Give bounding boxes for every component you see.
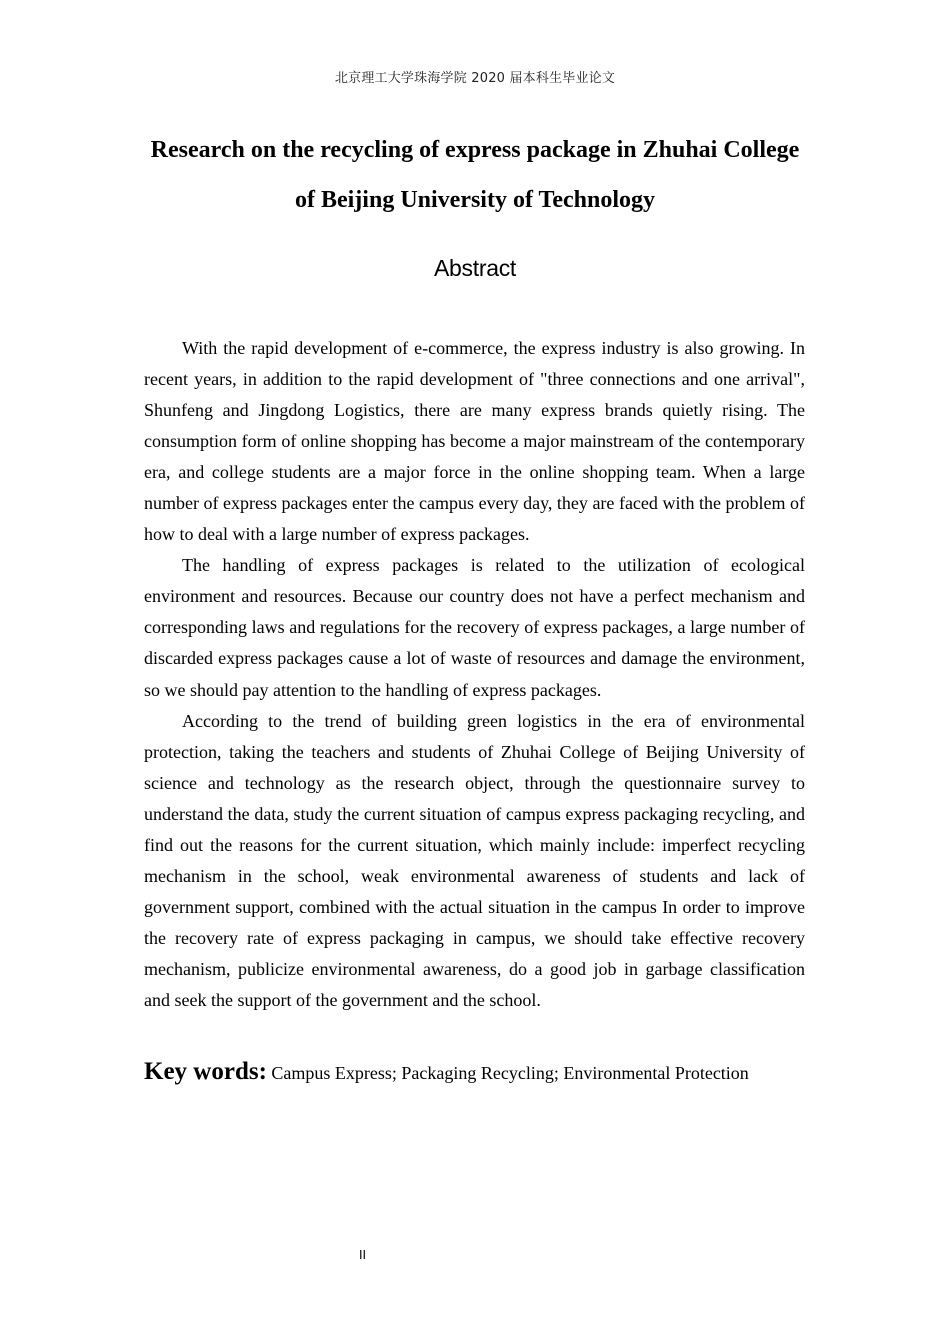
keywords-label: Key words: bbox=[144, 1058, 267, 1085]
keywords-line bbox=[144, 1058, 844, 1086]
keywords-value: Campus Express; Packaging Recycling; Environmental Protection bbox=[266, 1063, 749, 1083]
abstract-body bbox=[144, 333, 805, 1016]
paper-title-line-1: Research on the recycling of express package in Zhuhai College bbox=[150, 137, 800, 163]
page-number: II bbox=[359, 1248, 367, 1262]
abstract-paragraph-2: The handling of express packages is related to the utilization of ecological environment and resources. Because our country does not have a perfect mechanism and corresponding laws and regulations for the recovery of express packages, a large number of discarded express packages cause a lot of waste of resources and damage the environment, so we should pay attention to the handling of express packages. bbox=[144, 555, 805, 700]
paper-title-line-2: of Beijing University of Technology bbox=[294, 187, 655, 213]
abstract-paragraph-3: According to the trend of building green logistics in the era of environmental protection, taking the teachers and students of Zhuhai College of Beijing University of science and technology as the research object, through the questionnaire survey to understand the data, study the current situation of campus express packaging recycling, and find out the reasons for the current situation, which mainly include: imperfect recycling mechanism in the school, weak environmental awareness of students and lack of government support, combined with the actual situation in the campus In order to improve the recovery rate of express packaging in campus, we should take effective recovery mechanism, publicize environmental awareness, do a good job in garbage classification and seek the support of the government and the school. bbox=[144, 710, 805, 1010]
abstract-heading: Abstract bbox=[434, 255, 516, 281]
running-header: 北京理工大学珠海学院 2020 届本科生毕业论文 bbox=[334, 71, 616, 86]
abstract-paragraph-1: With the rapid development of e-commerce, the express industry is also growing. In recent years, in addition to the rapid development of "three connections and one arrival", Shunfeng and Jingdong Logistics, there are many express brands quietly rising. The consumption form of online shopping has become a major mainstream of the contemporary era, and college students are a major force in the online shopping team. When a large number of express packages enter the campus every day, they are faced with the problem of how to deal with a large number of express packages. bbox=[144, 338, 805, 545]
